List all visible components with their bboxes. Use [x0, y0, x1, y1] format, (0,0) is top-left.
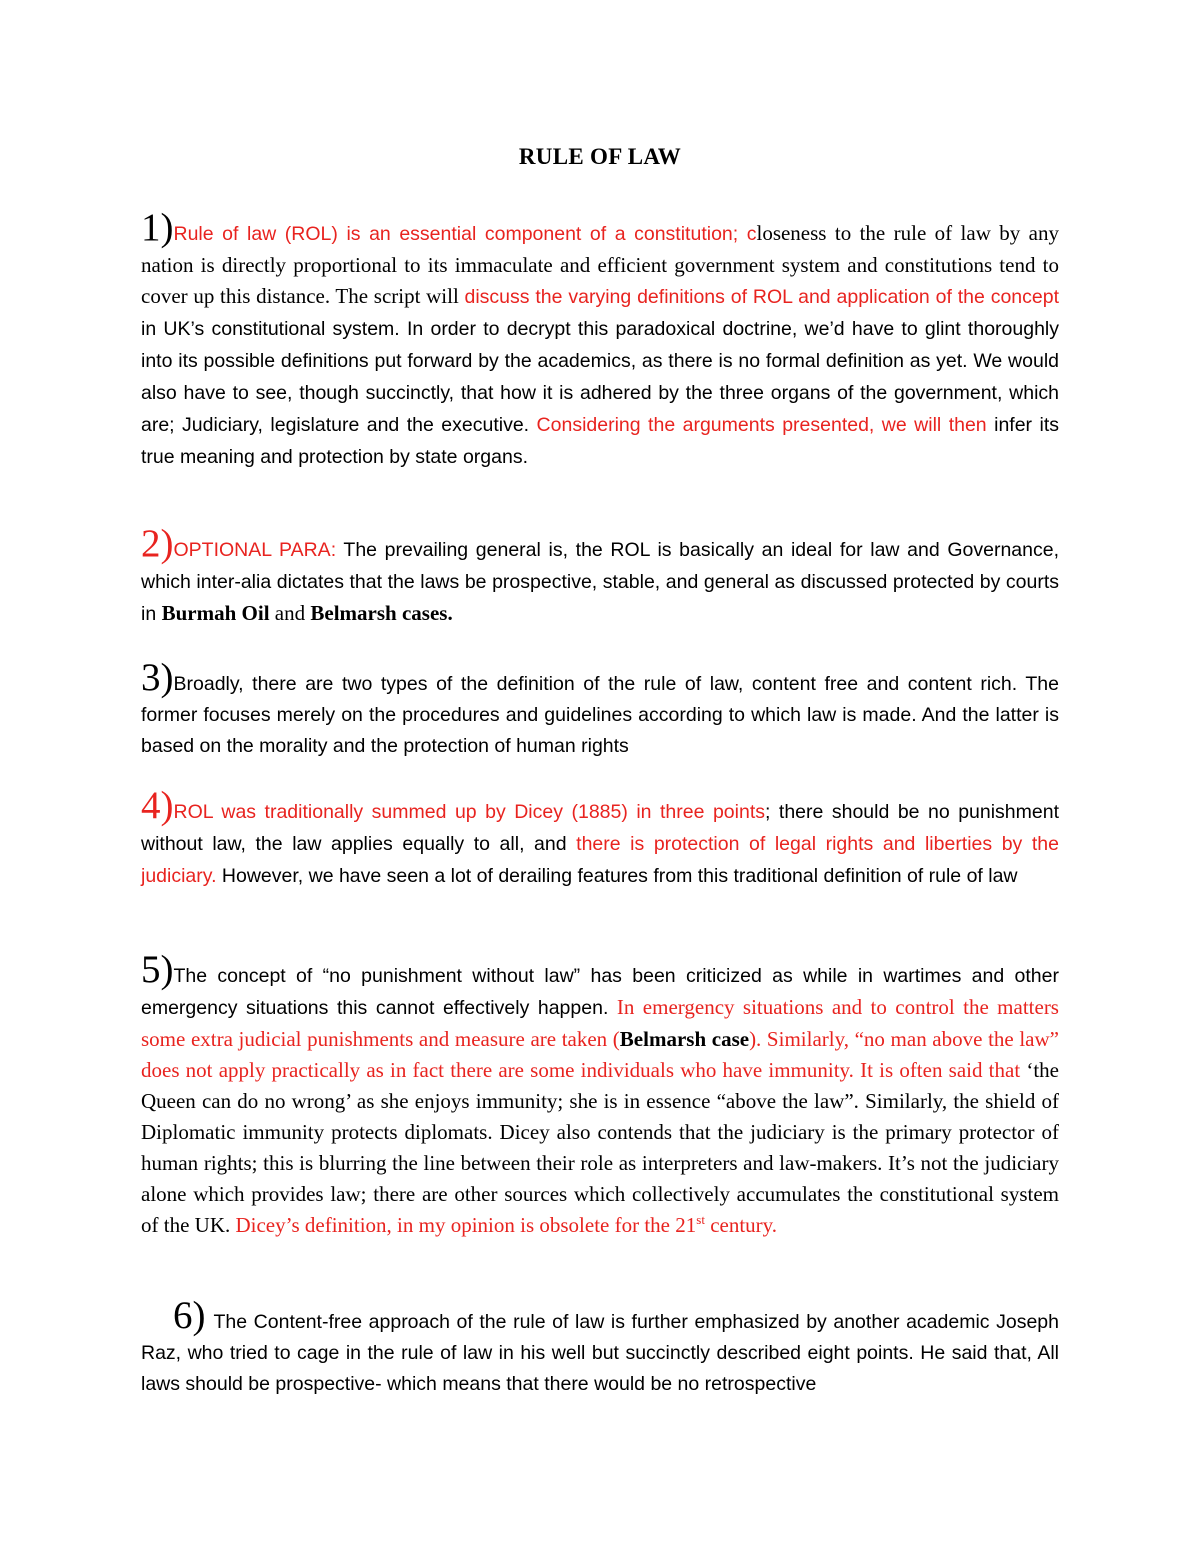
body-text: The concept of “no punishment without law” has been criticized as while in wartimes and other emergency situations this cannot effectively happen.: [141, 965, 1059, 1019]
highlighted-text: In emergency situations and to control the matters some extra judicial punishments and measure are taken (: [141, 995, 1059, 1051]
highlighted-text: there is protection of legal rights and liberties by the judiciary.: [141, 833, 1059, 887]
body-text: in UK’s constitutional system. In order to decrypt this paradoxical doctrine, we’d have to glint thoroughly into its possible definitions put forward by the academics, as there is no formal definition as yet. We would also have to see, though succinctly, that how it is adhered by the three organs of the government, which are; Judiciary, legislature and the executive.: [141, 318, 1059, 436]
superscript: st: [696, 1212, 705, 1227]
paragraph-2: [141, 522, 1059, 630]
body-text: and: [269, 601, 311, 625]
case-name: Belmarsh cases.: [310, 601, 453, 625]
body-text: Broadly, there are two types of the definition of the rule of law, content free and content rich. The former focuses merely on the procedures and guidelines according to which law is made. And the latter is based on the morality and the protection of human rights: [141, 673, 1059, 757]
highlighted-text: Rule of law (ROL) is an essential component of a constitution; c: [173, 223, 757, 245]
highlighted-text: discuss the varying definitions of ROL and application of the concept: [464, 286, 1060, 308]
case-name: Burmah Oil: [161, 601, 270, 625]
body-text: The Content-free approach of the rule of law is further emphasized by another academic Joseph Raz, who tried to cage in the rule of law in his well but succinctly described eight points. He said that, All laws should be prospective- which means that there would be no retrospective: [141, 1311, 1059, 1395]
body-text: ‘the Queen can do no wrong’ as she enjoys immunity; she is in essence “above the law”. Similarly, the shield of Diplomatic immunity protects diplomats. Dicey also contends that the judiciary is the primary protector of human rights; this is blurring the line between their role as interpreters and law-makers. It’s not the judiciary alone which provides law; there are other sources which collectively accumulates the constitutional system of the UK.: [141, 1058, 1059, 1237]
case-name: Belmarsh case: [619, 1027, 750, 1051]
highlighted-text: ROL was traditionally summed up by Dicey (1885) in three points: [173, 801, 765, 823]
body-text: The prevailing general is, the ROL is basically an ideal for law and Governance, which inter-alia dictates that the laws be prospective, stable, and general as discussed protected by courts in: [141, 539, 1059, 625]
highlighted-text: ). Similarly, “no man above the law” does not apply practically as in fact there are some individuals who have immunity. It is often said that: [141, 1027, 1059, 1082]
document-title: RULE OF LAW: [518, 144, 682, 169]
paragraph-number: 3): [141, 656, 174, 699]
body-text: However, we have seen a lot of derailing features from this traditional definition of rule of law: [216, 865, 1018, 887]
paragraph-4: [141, 784, 1060, 892]
paragraph-number: 6): [173, 1294, 206, 1337]
highlighted-text: Dicey’s definition, in my opinion is obsolete for the 21: [235, 1213, 697, 1237]
paragraph-number: 4): [141, 784, 174, 827]
highlighted-text: Considering the arguments presented, we will then: [536, 414, 987, 436]
body-text: infer its true meaning and protection by state organs.: [141, 414, 1059, 468]
paragraph-number: 1): [141, 206, 174, 249]
paragraph-number: 5): [141, 948, 174, 991]
highlighted-text: OPTIONAL PARA:: [173, 539, 337, 561]
paragraph-5: [141, 948, 1059, 1241]
body-text: loseness to the rule of law by any nation is directly proportional to its immaculate and efficient government system and constitutions tend to cover up this distance. The script will: [141, 221, 1059, 308]
paragraph-6: [141, 1294, 1059, 1400]
paragraph-number: 2): [141, 522, 174, 565]
paragraph-1: [141, 206, 1060, 473]
paragraph-3: [141, 656, 1059, 762]
body-text: ; there should be no punishment without law, the law applies equally to all, and: [141, 801, 1060, 855]
highlighted-text: century.: [704, 1213, 778, 1237]
